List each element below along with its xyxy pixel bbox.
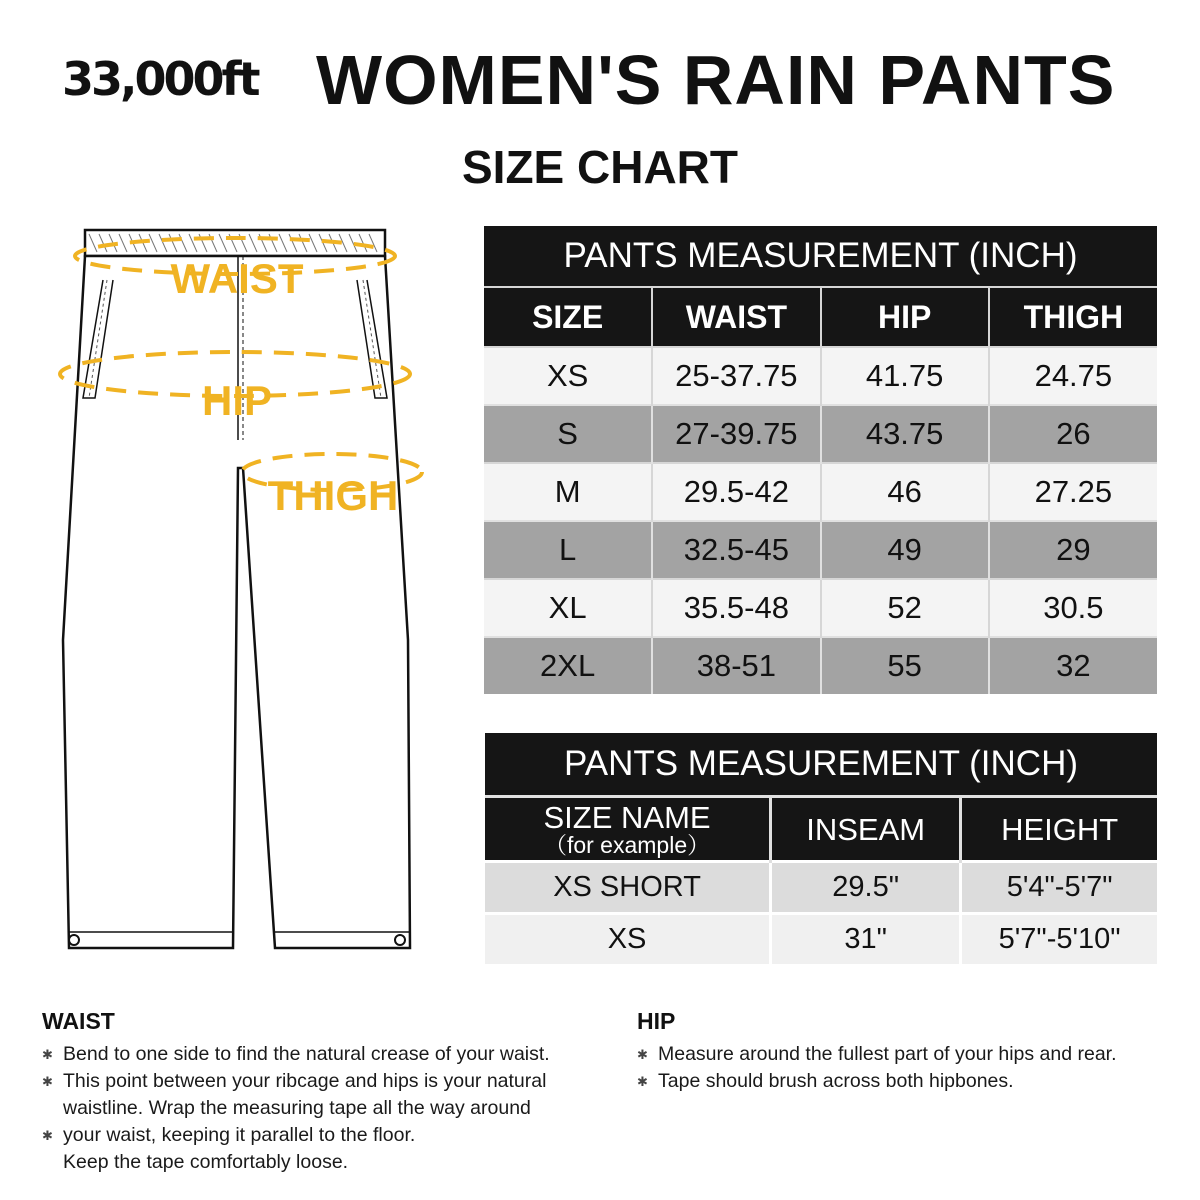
note-item [42, 1068, 602, 1095]
waist-cell: 38-51 [652, 637, 820, 694]
note-text: This point between your ribcage and hips is your natural [63, 1070, 547, 1092]
size-name-cell: XS [485, 914, 771, 965]
hip-notes [637, 1008, 1177, 1095]
waist-label: WAIST [170, 255, 304, 302]
hip-cell: 41.75 [821, 347, 989, 405]
note-text: Keep the tape comfortably loose. [63, 1151, 349, 1173]
pants-illustration [55, 220, 445, 980]
table-row [484, 463, 1157, 521]
note-text: Measure around the fullest part of your hips and rear. [658, 1043, 1117, 1065]
waist-notes-title: WAIST [42, 1008, 115, 1034]
table-row [484, 579, 1157, 637]
measurement-table [484, 226, 1157, 694]
waist-cell: 29.5-42 [652, 463, 820, 521]
waist-cell: 25-37.75 [652, 347, 820, 405]
size-cell: L [484, 521, 652, 579]
size-name-header-label: SIZE NAME [543, 799, 711, 835]
table-row [484, 521, 1157, 579]
table-row [484, 637, 1157, 694]
size-cell: M [484, 463, 652, 521]
thigh-cell: 30.5 [989, 579, 1157, 637]
note-text: waistline. Wrap the measuring tape all the way around [63, 1097, 531, 1119]
waist-cell: 35.5-48 [652, 579, 820, 637]
bullet-icon: ✱ [637, 1047, 648, 1062]
hip-label: HIP [201, 377, 273, 424]
note-item [637, 1068, 1177, 1095]
size-cell: XS [484, 347, 652, 405]
note-item [42, 1149, 602, 1176]
thigh-cell: 29 [989, 521, 1157, 579]
inseam-table [485, 733, 1157, 964]
note-text: your waist, keeping it parallel to the floor. [63, 1124, 416, 1146]
table-row [485, 862, 1157, 914]
bullet-icon: ✱ [42, 1128, 53, 1143]
note-item [42, 1041, 602, 1068]
page-subtitle: SIZE CHART [462, 141, 738, 193]
inseam-cell: 31" [771, 914, 961, 965]
hip-cell: 43.75 [821, 405, 989, 463]
table-row [484, 347, 1157, 405]
hip-cell: 49 [821, 521, 989, 579]
table-row [485, 914, 1157, 965]
size-cell: 2XL [484, 637, 652, 694]
table-caption: PANTS MEASUREMENT (INCH) [485, 733, 1157, 797]
size-cell: XL [484, 579, 652, 637]
table-caption: PANTS MEASUREMENT (INCH) [484, 226, 1157, 287]
bullet-icon: ✱ [42, 1047, 53, 1062]
hip-cell: 46 [821, 463, 989, 521]
waist-cell: 32.5-45 [652, 521, 820, 579]
hip-cell: 55 [821, 637, 989, 694]
note-text: Tape should brush across both hipbones. [658, 1070, 1014, 1092]
note-text: Bend to one side to find the natural crease of your waist. [63, 1043, 550, 1065]
thigh-cell: 26 [989, 405, 1157, 463]
header [0, 38, 1200, 118]
hip-cell: 52 [821, 579, 989, 637]
brand-logo: 33,000ft [62, 52, 258, 106]
thigh-cell: 24.75 [989, 347, 1157, 405]
height-cell: 5'7"-5'10" [961, 914, 1157, 965]
thigh-cell: 32 [989, 637, 1157, 694]
size-name-header-sub: （for example） [543, 831, 711, 858]
note-item [637, 1041, 1177, 1068]
waist-cell: 27-39.75 [652, 405, 820, 463]
column-header-hip: HIP [821, 287, 989, 347]
size-cell: S [484, 405, 652, 463]
note-item [42, 1095, 602, 1122]
column-header-height: HEIGHT [961, 797, 1157, 862]
page-title: WOMEN'S RAIN PANTS [316, 41, 1116, 119]
inseam-cell: 29.5" [771, 862, 961, 914]
column-header-waist: WAIST [652, 287, 820, 347]
column-header-size: SIZE [484, 287, 652, 347]
thigh-label: THIGH [267, 472, 399, 519]
table-row [484, 405, 1157, 463]
waist-notes [42, 1008, 602, 1176]
column-header-thigh: THIGH [989, 287, 1157, 347]
pants-diagram [55, 220, 445, 980]
column-header-inseam: INSEAM [771, 797, 961, 862]
hip-notes-title: HIP [637, 1008, 676, 1034]
height-cell: 5'4"-5'7" [961, 862, 1157, 914]
column-header-size-name [485, 797, 771, 862]
bullet-icon: ✱ [637, 1074, 648, 1089]
thigh-cell: 27.25 [989, 463, 1157, 521]
note-item [42, 1122, 602, 1149]
size-name-cell: XS SHORT [485, 862, 771, 914]
bullet-icon: ✱ [42, 1074, 53, 1089]
